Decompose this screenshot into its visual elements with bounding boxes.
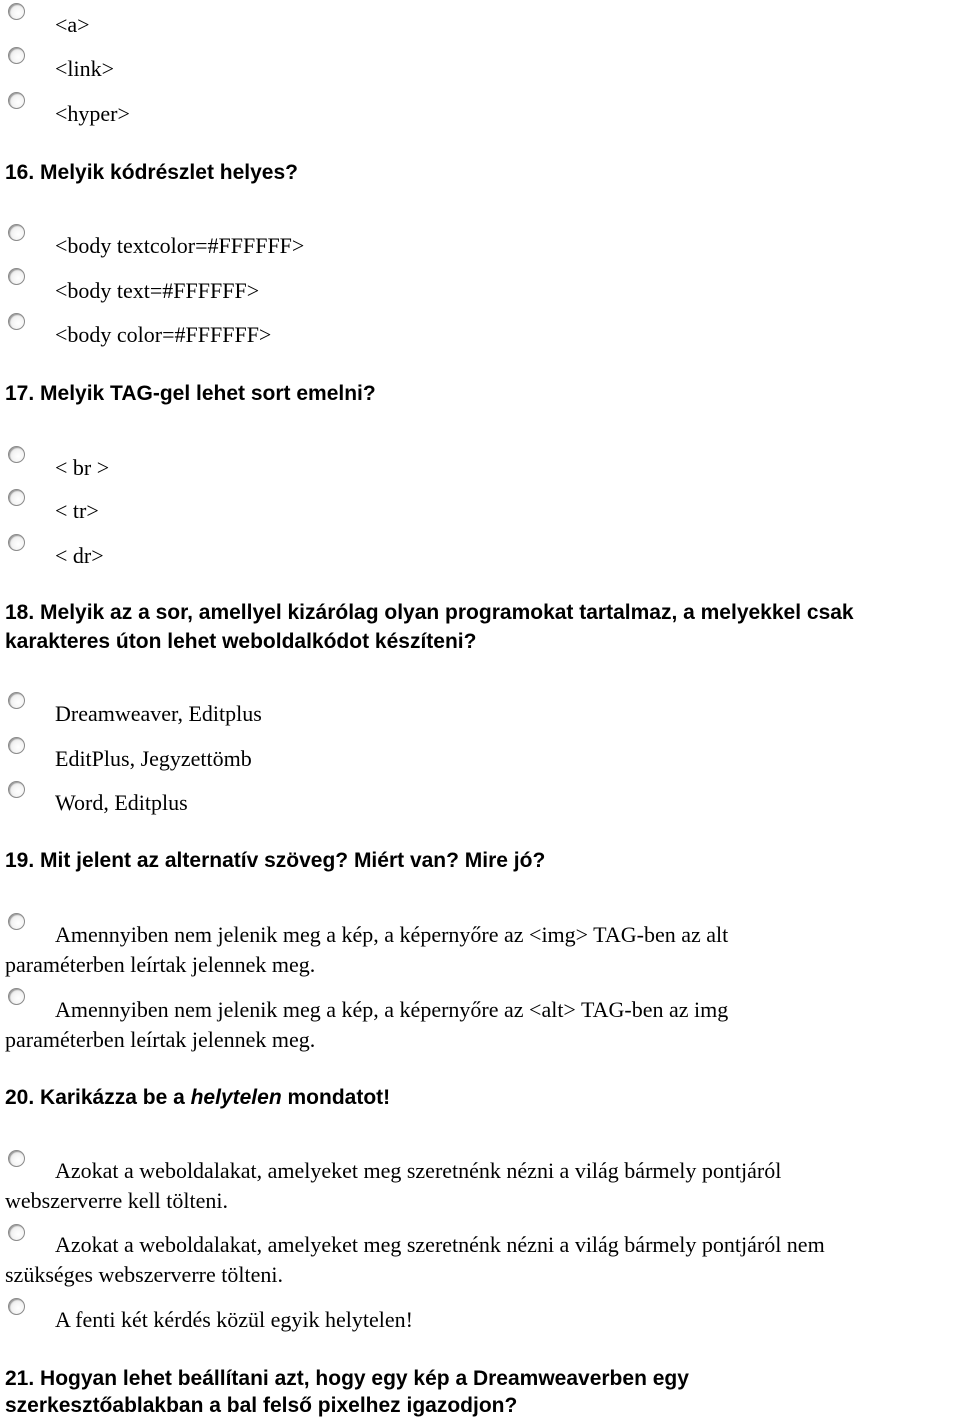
radio-q20-opt3[interactable] — [8, 1298, 25, 1315]
radio-q15-opt1[interactable] — [8, 3, 25, 20]
option-label: EditPlus, Jegyzettömb — [55, 746, 252, 771]
radio-q17-opt2[interactable] — [8, 489, 25, 506]
radio-q17-opt1[interactable] — [8, 446, 25, 463]
radio-q15-opt3[interactable] — [8, 92, 25, 109]
question-21-title-line1: 21. Hogyan lehet beállítani azt, hogy egy kép a Dreamweaverben egy — [5, 1367, 689, 1390]
option-label: <body textcolor=#FFFFFF> — [55, 233, 305, 258]
radio-q20-opt2[interactable] — [8, 1224, 25, 1241]
question-20-title-emphasis: helytelen — [190, 1086, 282, 1109]
option-label: Amennyiben nem jelenik meg a kép, a képernyőre az <alt> TAG-ben az img — [55, 997, 729, 1022]
question-20-title-pre: 20. Karikázza be a — [5, 1086, 191, 1109]
question-18-title-line1: 18. Melyik az a sor, amellyel kizárólag olyan programokat tartalmaz, a melyekkel csak — [5, 601, 854, 624]
option-label-continuation: paraméterben leírtak jelennek meg. — [5, 952, 316, 977]
option-label: Dreamweaver, Editplus — [55, 701, 262, 726]
radio-q16-opt2[interactable] — [8, 268, 25, 285]
question-20-title-post: mondatot! — [281, 1086, 391, 1109]
option-label: Azokat a weboldalakat, amelyeket meg szeretnénk nézni a világ bármely pontjáról nem — [55, 1232, 825, 1257]
question-16-title: 16. Melyik kódrészlet helyes? — [5, 161, 298, 184]
radio-q18-opt3[interactable] — [8, 781, 25, 798]
radio-q19-opt2[interactable] — [8, 988, 25, 1005]
radio-q17-opt3[interactable] — [8, 534, 25, 551]
option-label: Amennyiben nem jelenik meg a kép, a képernyőre az <img> TAG-ben az alt — [55, 922, 729, 947]
question-17-title: 17. Melyik TAG-gel lehet sort emelni? — [5, 382, 376, 405]
option-label: Azokat a weboldalakat, amelyeket meg szeretnénk nézni a világ bármely pontjáról — [55, 1158, 782, 1183]
option-label: < tr> — [55, 498, 99, 523]
radio-q15-opt2[interactable] — [8, 47, 25, 64]
radio-q19-opt1[interactable] — [8, 913, 25, 930]
radio-q20-opt1[interactable] — [8, 1150, 25, 1167]
option-label-continuation: paraméterben leírtak jelennek meg. — [5, 1027, 316, 1052]
option-label: < br > — [55, 455, 110, 480]
option-label: <a> — [55, 12, 90, 37]
question-18-title-line2: karakteres úton lehet weboldalkódot készíteni? — [5, 630, 477, 653]
option-label: <body text=#FFFFFF> — [55, 278, 260, 303]
question-19-title: 19. Mit jelent az alternatív szöveg? Miért van? Mire jó? — [5, 849, 546, 872]
option-label-continuation: szükséges webszerverre tölteni. — [5, 1262, 283, 1287]
option-label: A fenti két kérdés közül egyik helytelen! — [55, 1307, 413, 1332]
option-label: Word, Editplus — [55, 790, 188, 815]
option-label: <body color=#FFFFFF> — [55, 322, 272, 347]
radio-q16-opt3[interactable] — [8, 313, 25, 330]
question-20-title — [5, 1084, 390, 1112]
radio-q18-opt2[interactable] — [8, 737, 25, 754]
option-label: <link> — [55, 56, 115, 81]
question-21-title-line2: szerkesztőablakban a bal felső pixelhez igazodjon? — [5, 1394, 518, 1417]
option-label-continuation: webszerverre kell tölteni. — [5, 1188, 228, 1213]
radio-q18-opt1[interactable] — [8, 692, 25, 709]
option-label: <hyper> — [55, 101, 130, 126]
radio-q16-opt1[interactable] — [8, 224, 25, 241]
option-label: < dr> — [55, 543, 104, 568]
